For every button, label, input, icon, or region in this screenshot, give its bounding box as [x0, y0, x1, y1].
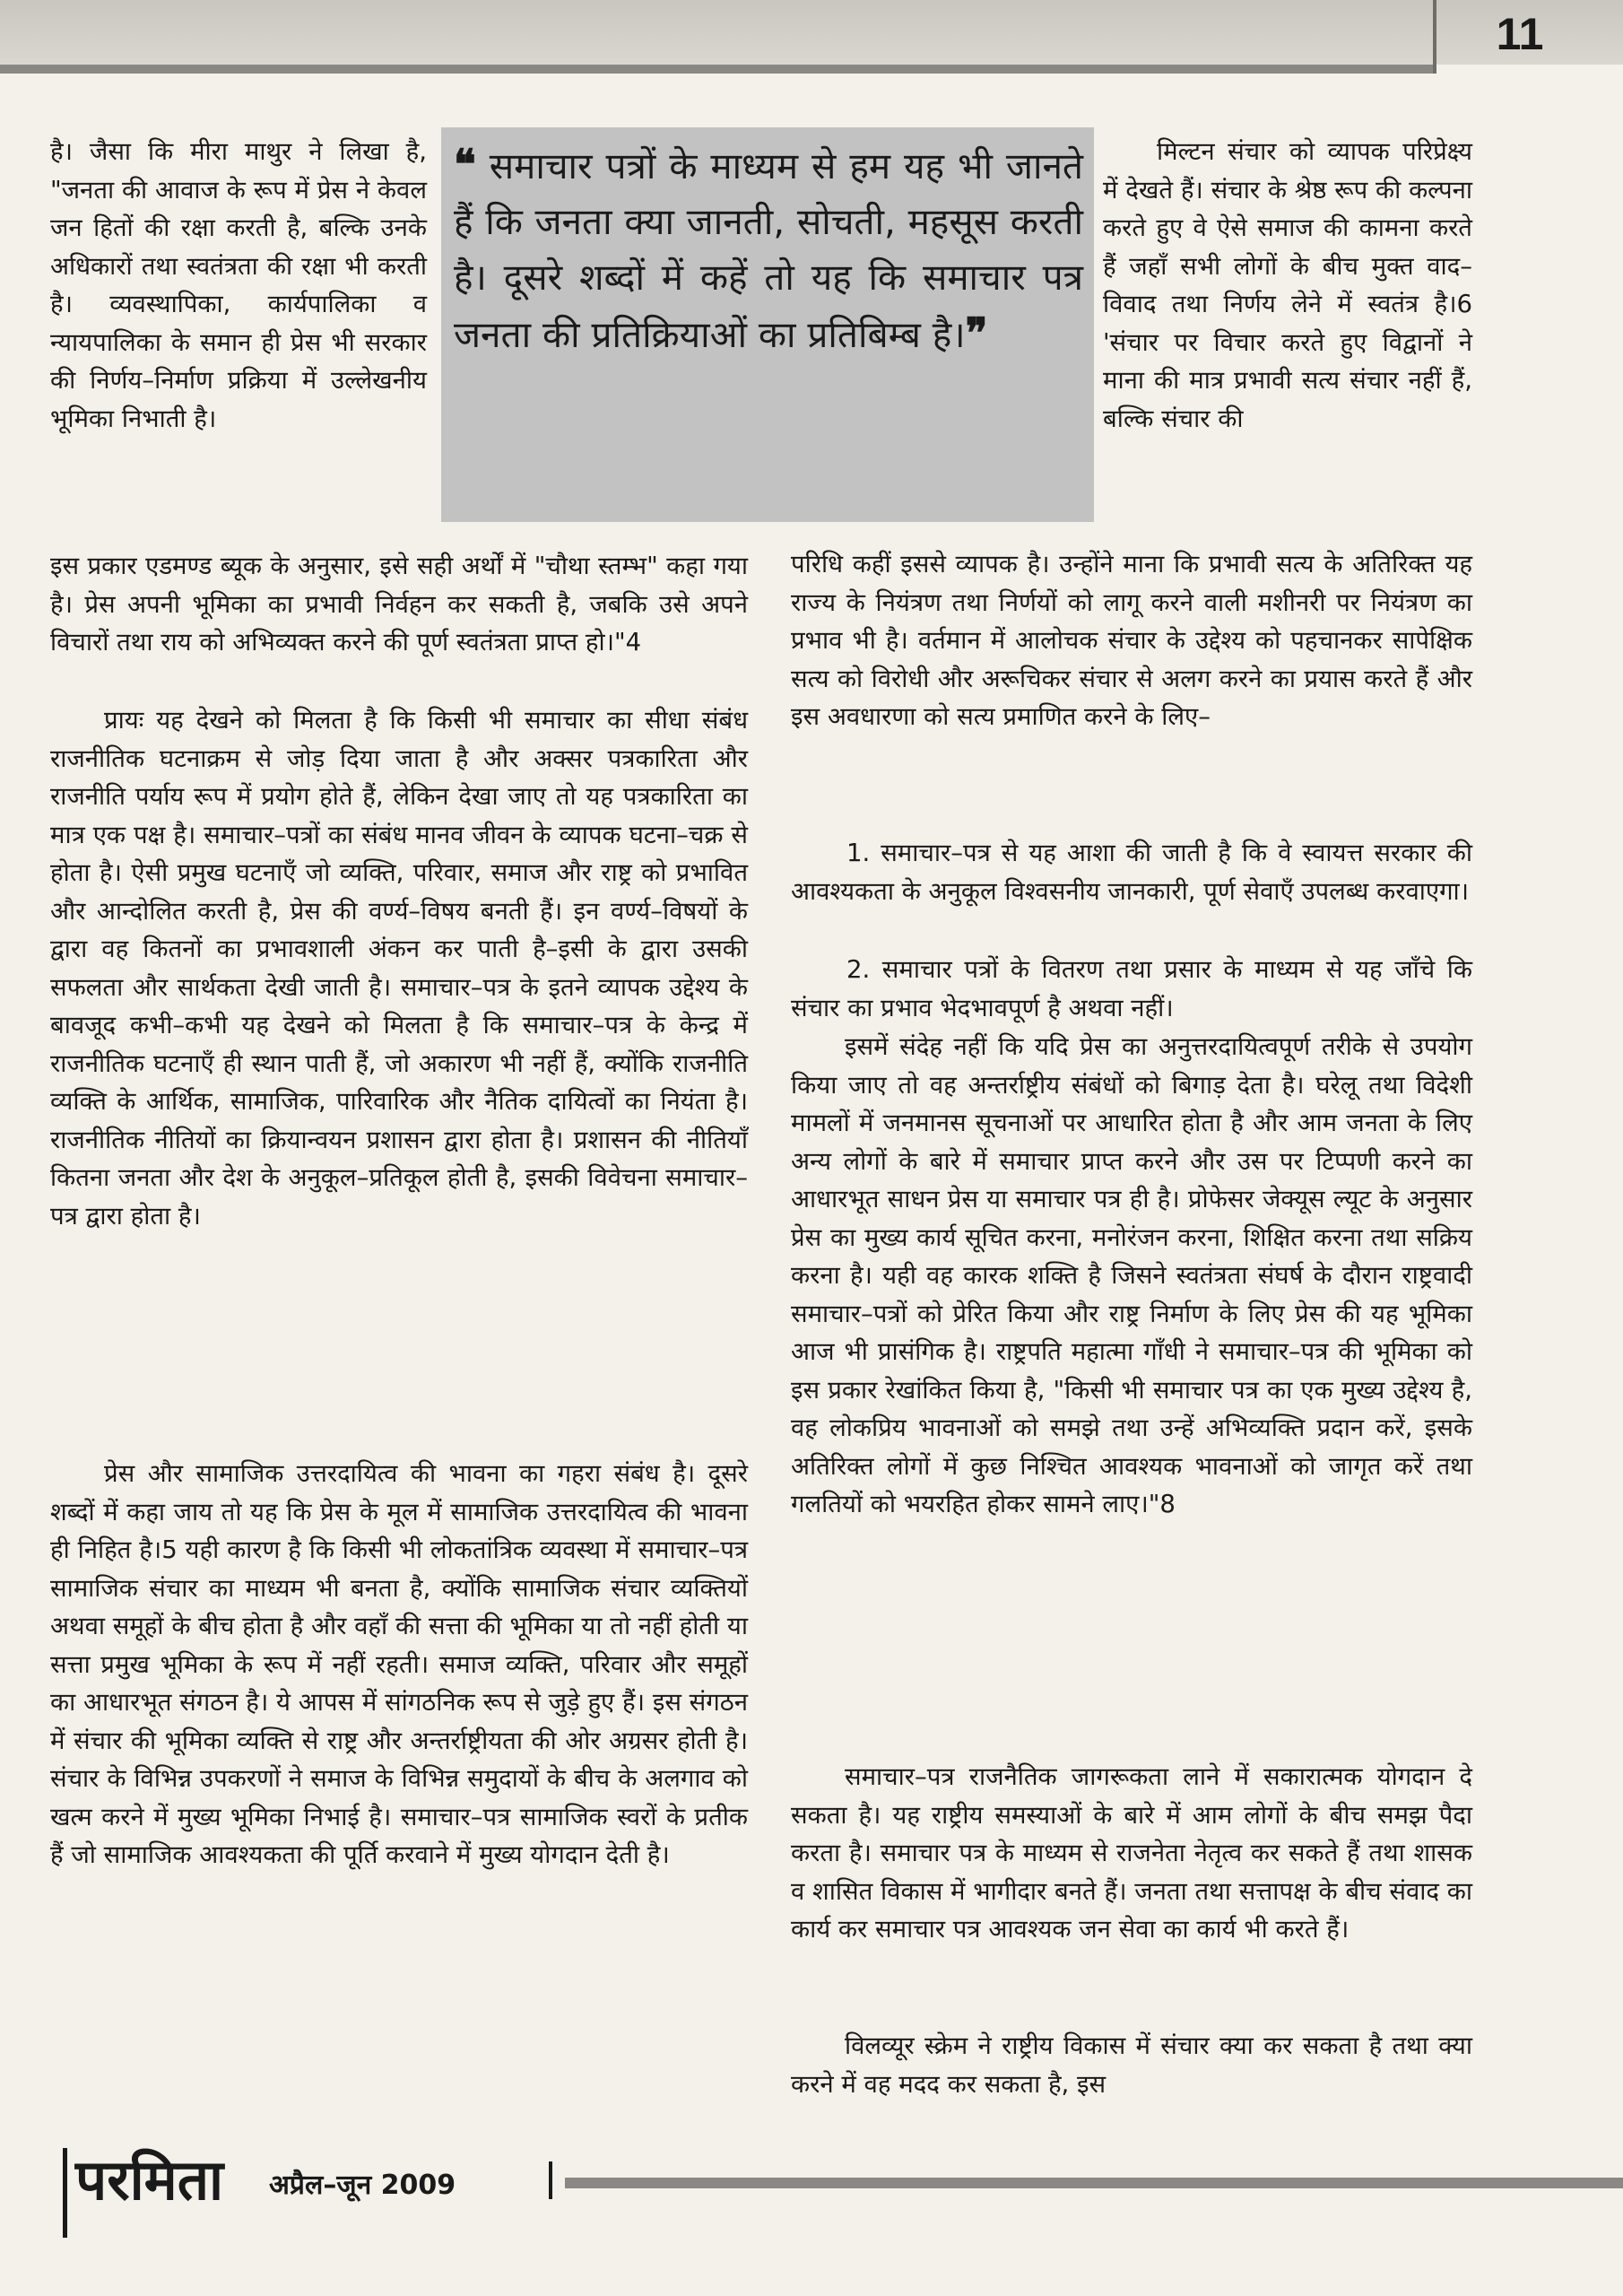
pull-quote	[441, 127, 1094, 522]
left-paragraph-1-continued: इस प्रकार एडमण्ड ब्यूक के अनुसार, इसे सही अर्थों में "चौथा स्तम्भ" कहा गया है। प्रेस अपनी भूमिका का प्रभावी निर्वहन कर सकती है, जबकि उसे अपने विचारों तथा राय को अभिव्यक्त करने की पूर्ण स्वतंत्रता प्राप्त हो।"4	[50, 552, 748, 657]
right-paragraph-2: इसमें संदेह नहीं कि यदि प्रेस का अनुत्तरदायित्वपूर्ण तरीके से उपयोग किया जाए तो वह अन्तर्राष्ट्रीय संबंधों को बिगाड़ देता है। घरेलू तथा विदेशी मामलों में जनमानस सूचनाओं पर आधारित होता है और आम जनता के लिए अन्य लोगों के बारे में समाचार प्राप्त करने और उस पर टिप्पणी करने का आधारभूत साधन प्रेस या समाचार पत्र ही है। प्रोफेसर जेक्यूस ल्यूट के अनुसार प्रेस का मुख्य कार्य सूचित करना, मनोरंजन करना, शिक्षित करना तथा सक्रिय करना है। यही वह कारक शक्ति है जिसने स्वतंत्रता संघर्ष के दौरान राष्ट्रवादी समाचार–पत्रों को प्रेरित किया और राष्ट्र निर्माण के लिए प्रेस की यह भूमिका आज भी प्रासंगिक है। राष्ट्रपति महात्मा गाँधी ने समाचार–पत्र की भूमिका को इस प्रकार रेखांकित किया है, "किसी भी समाचार पत्र का एक मुख्य उद्देश्य है, वह लोकप्रिय भावनाओं को समझे तथा उन्हें अभिव्यक्ति प्रदान करें, इसके अतिरिक्त लोगों में कुछ निश्चित आवश्यक भावनाओं को जागृत करें तथा गलतियों को भयरहित होकर सामने लाए।"8	[791, 1032, 1472, 1518]
magazine-logo: परमिता	[75, 2147, 224, 2213]
pull-quote-text: समाचार पत्रों के माध्यम से हम यह भी जानते हैं कि जनता क्या जानती, सोचती, महसूस करती है। दूसरे शब्दों में कहें तो यह कि समाचार पत्र जनता की प्रतिक्रियाओं का प्रतिबिम्ब है।	[454, 144, 1084, 356]
right-paragraph-1-continued: परिधि कहीं इससे व्यापक है। उन्होंने माना कि प्रभावी सत्य के अतिरिक्त यह राज्य के नियंत्रण तथा निर्णयों को लागू करने वाली मशीनरी पर नियंत्रण का प्रभाव भी है। वर्तमान में आलोचक संचार के उद्देश्य को पहचानकर सापेक्षिक सत्य को विरोधी और अरूचिकर संचार से अलग करने का प्रयास करते हैं और इस अवधारणा को सत्य प्रमाणित करने के लिए–	[791, 550, 1472, 731]
close-quote-mark: ❞	[965, 309, 988, 357]
left-paragraph-2: प्रायः यह देखने को मिलता है कि किसी भी समाचार का सीधा संबंध राजनीतिक घटनाक्रम से जोड़ दिया जाता है और अक्सर पत्रकारिता और राजनीति पर्याय रूप में प्रयोग होते हैं, लेकिन देखा जाए तो यह पत्रकारिता का मात्र एक पक्ष है। समाचार–पत्रों का संबंध मानव जीवन के व्यापक घटना–चक्र से होता है। ऐसी प्रमुख घटनाएँ जो व्यक्ति, परिवार, समाज और राष्ट्र को प्रभावित और आन्दोलित करती है, प्रेस की वर्ण्य–विषय बनती हैं। इन वर्ण्य–विषयों के द्वारा वह कितनों का प्रभावशाली अंकन कर पाती है–इसी के द्वारा उसकी सफलता और सार्थकता देखी जाती है। समाचार–पत्र के इतने व्यापक उद्देश्य के बावजूद कभी–कभी यह देखने को मिलता है कि समाचार–पत्र के केन्द्र में राजनीतिक घटनाएँ ही स्थान पाती हैं, जो अकारण भी नहीं हैं, क्योंकि राजनीति व्यक्ति के आर्थिक, सामाजिक, पारिवारिक और नैतिक दायित्वों का नियंता है। राजनीतिक नीतियों का क्रियान्वयन प्रशासन द्वारा होता है। प्रशासन की नीतियाँ कितना जनता और देश के अनुकूल–प्रतिकूल होती है, इसकी विवेचना समाचार–पत्र द्वारा होता है।	[50, 706, 748, 1231]
left-paragraph-3: प्रेस और सामाजिक उत्तरदायित्व की भावना का गहरा संबंध है। दूसरे शब्दों में कहा जाय तो यह कि प्रेस के मूल में सामाजिक उत्तरदायित्व की भावना ही निहित है।5 यही कारण है कि किसी भी लोकतांत्रिक व्यवस्था में समाचार–पत्र सामाजिक संचार का माध्यम भी बनता है, क्योंकि सामाजिक संचार व्यक्तियों अथवा समूहों के बीच होता है और वहाँ की सत्ता की भूमिका या तो नहीं होती या सत्ता प्रमुख भूमिका के रूप में नहीं रहती। समाज व्यक्ति, परिवार और समूहों का आधारभूत संगठन है। ये आपस में सांगठनिक रूप से जुड़े हुए हैं। इस संगठन में संचार की भूमिका व्यक्ति से राष्ट्र और अन्तर्राष्ट्रीयता की ओर अग्रसर होती है। संचार के विभिन्न उपकरणों ने समाज के विभिन्न समुदायों के बीच के अलगाव को खत्म करने में मुख्य भूमिका निभाई है। समाचार–पत्र सामाजिक स्वरों के प्रतीक हैं जो सामाजिक आवश्यकता की पूर्ति करवाने में मुख्य योगदान देती है।	[50, 1459, 748, 1869]
right-list-item-2: 2. समाचार पत्रों के वितरण तथा प्रसार के माध्यम से यह जाँचे कि संचार का प्रभाव भेदभावपूर्ण है अथवा नहीं।	[791, 955, 1472, 1022]
header-band	[0, 0, 1623, 65]
page-number: 11	[1496, 9, 1544, 59]
header-divider	[1433, 0, 1436, 74]
right-paragraph-4: विलव्यूर स्क्रेम ने राष्ट्रीय विकास में संचार क्या कर सकता है तथा क्या करने में वह मदद कर सकता है, इस	[791, 2031, 1472, 2099]
left-paragraph-1-wrap: है। जैसा कि मीरा माथुर ने लिखा है, "जनता की आवाज के रूप में प्रेस ने केवल जन हितों की रक्षा करती है, बल्कि उनके अधिकारों तथा स्वतंत्रता की रक्षा भी करती है। व्यवस्थापिका, कार्यपालिका व न्यायपालिका के समान ही प्रेस भी सरकार की निर्णय–निर्माण प्रक्रिया में उल्लेखनीय भूमिका निभाती है।	[50, 137, 427, 433]
pull-quote-body	[454, 136, 1083, 362]
open-quote-mark: ❝	[454, 140, 476, 188]
footer-left-bar	[63, 2148, 67, 2238]
right-paragraph-1-wrap: मिल्टन संचार को व्यापक परिप्रेक्ष्य में देखते हैं। संचार के श्रेष्ठ रूप की कल्पना करते हुए वे ऐसे समाज की कामना करते हैं जहाँ सभी लोगों के बीच मुक्त वाद–विवाद तथा निर्णय लेने में स्वतंत्र है।6 'संचार पर विचार करते हुए विद्वानों ने माना की मात्र प्रभावी सत्य संचार नहीं हैं, बल्कि संचार की	[1103, 137, 1472, 433]
footer-rule	[565, 2178, 1623, 2188]
issue-date: अप्रैल–जून 2009	[269, 2170, 456, 2201]
right-list-item-1: 1. समाचार–पत्र से यह आशा की जाती है कि वे स्वायत्त सरकार की आवश्यकता के अनुकूल विश्वसनीय जानकारी, पूर्ण सेवाएँ उपलब्ध करवाएगा।	[791, 839, 1472, 906]
right-paragraph-3: समाचार–पत्र राजनैतिक जागरूकता लाने में सकारात्मक योगदान दे सकता है। यह राष्ट्रीय समस्याओं के बारे में आम लोगों के बीच समझ पैदा करता है। समाचार पत्र के माध्यम से राजनेता नेतृत्व कर सकते हैं तथा शासक व शासित विकास में भागीदार बनते हैं। जनता तथा सत्तापक्ष के बीच संवाद का कार्य कर समाचार पत्र आवश्यक जन सेवा का कार्य भी करते हैं।	[791, 1762, 1472, 1944]
footer-right-bar	[549, 2161, 552, 2199]
header-rule	[0, 65, 1435, 74]
